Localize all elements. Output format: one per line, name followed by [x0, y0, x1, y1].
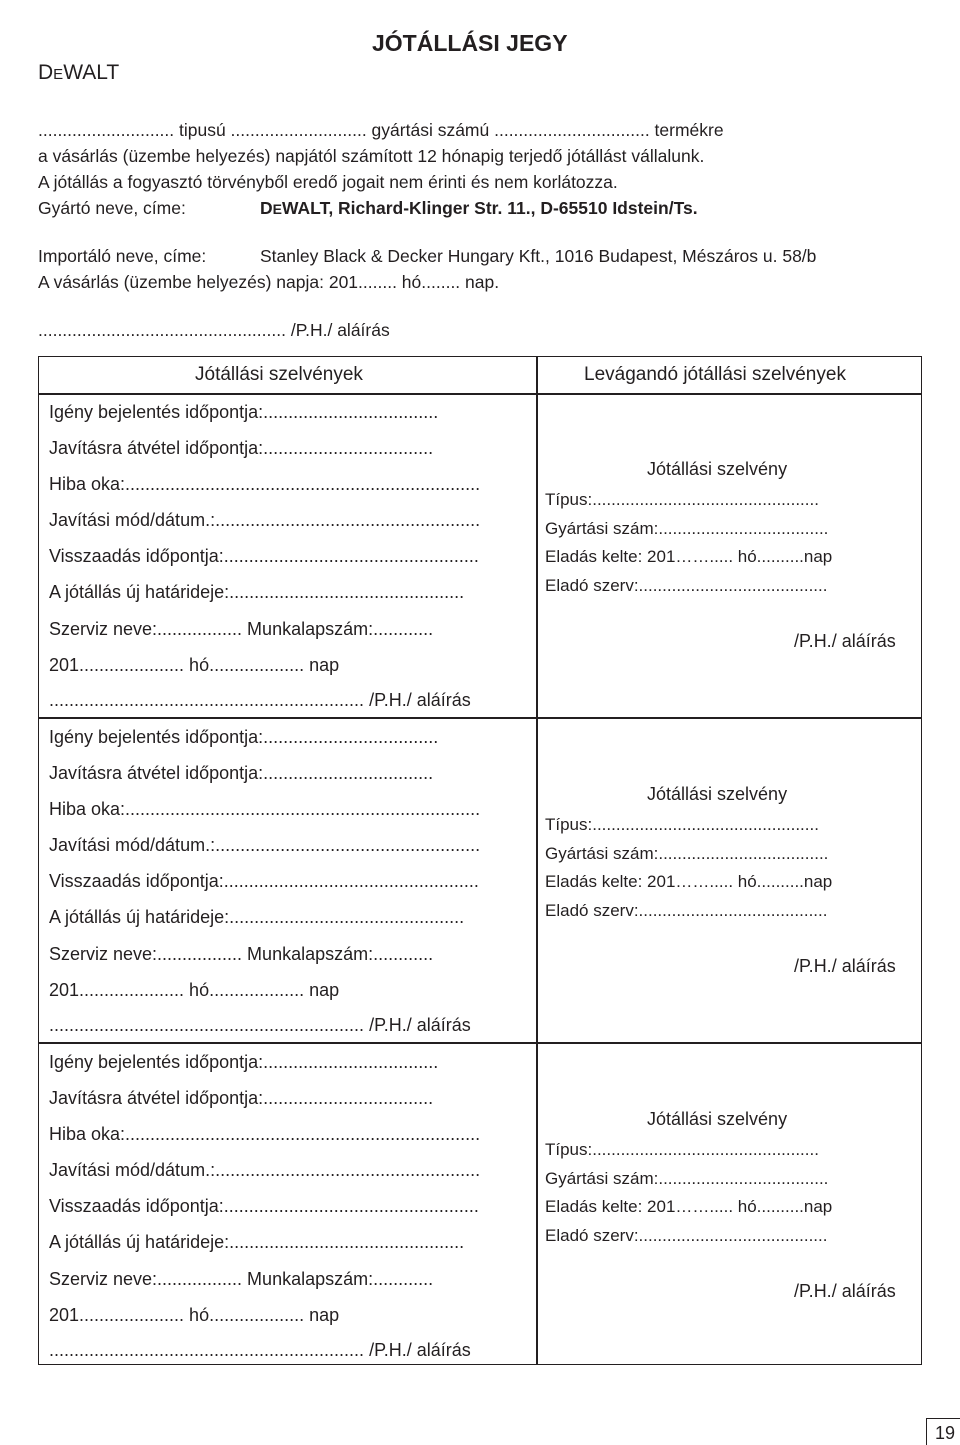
coupon-serial-field: Gyártási szám:.................................... — [545, 844, 829, 863]
service-name-field: Szerviz neve:................. Munkalapszám:............ — [49, 1269, 434, 1289]
left-column-header: Jótállási szelvények — [195, 364, 363, 385]
brand-smallcaps: E — [53, 66, 64, 83]
manufacturer-brand-first: D — [260, 198, 273, 218]
importer-label: Importáló neve, címe: — [38, 246, 207, 266]
new-warranty-deadline-field: A jótállás új határideje:............................................... — [49, 907, 465, 927]
coupon-type-field: Típus:................................................ — [545, 815, 819, 834]
service-name-field: Szerviz neve:................. Munkalapszám:............ — [49, 944, 434, 964]
new-warranty-deadline-field: A jótállás új határideje:............................................... — [49, 582, 465, 602]
coupon-title: Jótállási szelvény — [647, 459, 788, 479]
coupon-title: Jótállási szelvény — [647, 784, 788, 804]
coupon-serial-field: Gyártási szám:.................................... — [545, 519, 829, 538]
return-date-field: Visszaadás időpontja:................................................... — [49, 871, 479, 891]
table-header-divider — [38, 393, 922, 395]
repair-method-field: Javítási mód/dátum.:..................................................... — [49, 510, 481, 530]
purchase-date-line: A vásárlás (üzembe helyezés) napja: 201........ hó........ nap. — [38, 272, 500, 292]
page-number: 19 — [935, 1423, 956, 1443]
fault-cause-field: Hiba oka:....................................................................... — [49, 474, 481, 494]
manufacturer-value — [260, 195, 698, 222]
fault-cause-field: Hiba oka:....................................................................... — [49, 1124, 481, 1144]
coupon-seller-field: Eladó szerv:........................................ — [545, 1226, 828, 1245]
manufacturer-label: Gyártó neve, címe: — [38, 198, 186, 218]
coupon-stamp-signature: /P.H./ aláírás — [794, 956, 896, 976]
intro-line-1: ............................ tipusú ............................ gyártási számú ................................ termékre — [38, 120, 724, 140]
document-title: JÓTÁLLÁSI JEGY — [372, 30, 568, 56]
return-date-field: Visszaadás időpontja:................................................... — [49, 546, 479, 566]
intro-line-3: A jótállás a fogyasztó törvényből eredő jogait nem érinti és nem korlátozza. — [38, 172, 618, 192]
coupon-serial-field: Gyártási szám:.................................... — [545, 1169, 829, 1188]
brand-rest: WALT — [63, 61, 120, 84]
repair-intake-date-field: Javításra átvétel időpontja:.................................. — [49, 438, 434, 458]
claim-date-field: Igény bejelentés időpontja:................................... — [49, 1052, 439, 1072]
coupon-stamp-signature: /P.H./ aláírás — [794, 631, 896, 651]
intro-line-2: a vásárlás (üzembe helyezés) napjától számított 12 hónapig terjedő jótállást vállalunk. — [38, 146, 705, 166]
table-column-divider — [536, 356, 538, 1365]
claim-date-field: Igény bejelentés időpontja:................................... — [49, 402, 439, 422]
service-signature-field: ............................................................... /P.H./ aláírás — [49, 1015, 471, 1035]
coupon-stamp-signature: /P.H./ aláírás — [794, 1281, 896, 1301]
coupon-type-field: Típus:................................................ — [545, 1140, 819, 1159]
coupon-title: Jótállási szelvény — [647, 1109, 788, 1129]
repair-intake-date-field: Javításra átvétel időpontja:.................................. — [49, 763, 434, 783]
brand-logo-text — [38, 61, 119, 85]
coupon-sale-date-field: Eladás kelte: 201……..... hó..........nap — [545, 1197, 833, 1216]
coupon-seller-field: Eladó szerv:........................................ — [545, 576, 828, 595]
return-date-field: Visszaadás időpontja:................................................... — [49, 1196, 479, 1216]
coupon-seller-field: Eladó szerv:........................................ — [545, 901, 828, 920]
service-signature-field: ............................................................... /P.H./ aláírás — [49, 690, 471, 710]
coupon-sale-date-field: Eladás kelte: 201……..... hó..........nap — [545, 872, 833, 891]
coupon-type-field: Típus:................................................ — [545, 490, 819, 509]
right-column-header: Levágandó jótállási szelvények — [584, 364, 846, 385]
brand-first: D — [38, 61, 54, 84]
new-warranty-deadline-field: A jótállás új határideje:............................................... — [49, 1232, 465, 1252]
intro-signature-line: ................................................... /P.H./ aláírás — [38, 320, 390, 340]
service-name-field: Szerviz neve:................. Munkalapszám:............ — [49, 619, 434, 639]
service-date-field: 201..................... hó................... nap — [49, 655, 340, 675]
repair-method-field: Javítási mód/dátum.:..................................................... — [49, 1160, 481, 1180]
service-signature-field: ............................................................... /P.H./ aláírás — [49, 1340, 471, 1360]
coupon-divider-1 — [38, 717, 922, 719]
repair-method-field: Javítási mód/dátum.:..................................................... — [49, 835, 481, 855]
service-date-field: 201..................... hó................... nap — [49, 1305, 340, 1325]
fault-cause-field: Hiba oka:....................................................................... — [49, 799, 481, 819]
coupon-divider-2 — [38, 1042, 922, 1044]
manufacturer-address: WALT, Richard-Klinger Str. 11., D-65510 Idstein/Ts. — [281, 198, 698, 218]
claim-date-field: Igény bejelentés időpontja:................................... — [49, 727, 439, 747]
coupon-sale-date-field: Eladás kelte: 201……..... hó..........nap — [545, 547, 833, 566]
repair-intake-date-field: Javításra átvétel időpontja:.................................. — [49, 1088, 434, 1108]
manufacturer-brand-sc: E — [272, 201, 282, 217]
service-date-field: 201..................... hó................... nap — [49, 980, 340, 1000]
importer-value: Stanley Black & Decker Hungary Kft., 1016 Budapest, Mészáros u. 58/b — [260, 246, 817, 266]
